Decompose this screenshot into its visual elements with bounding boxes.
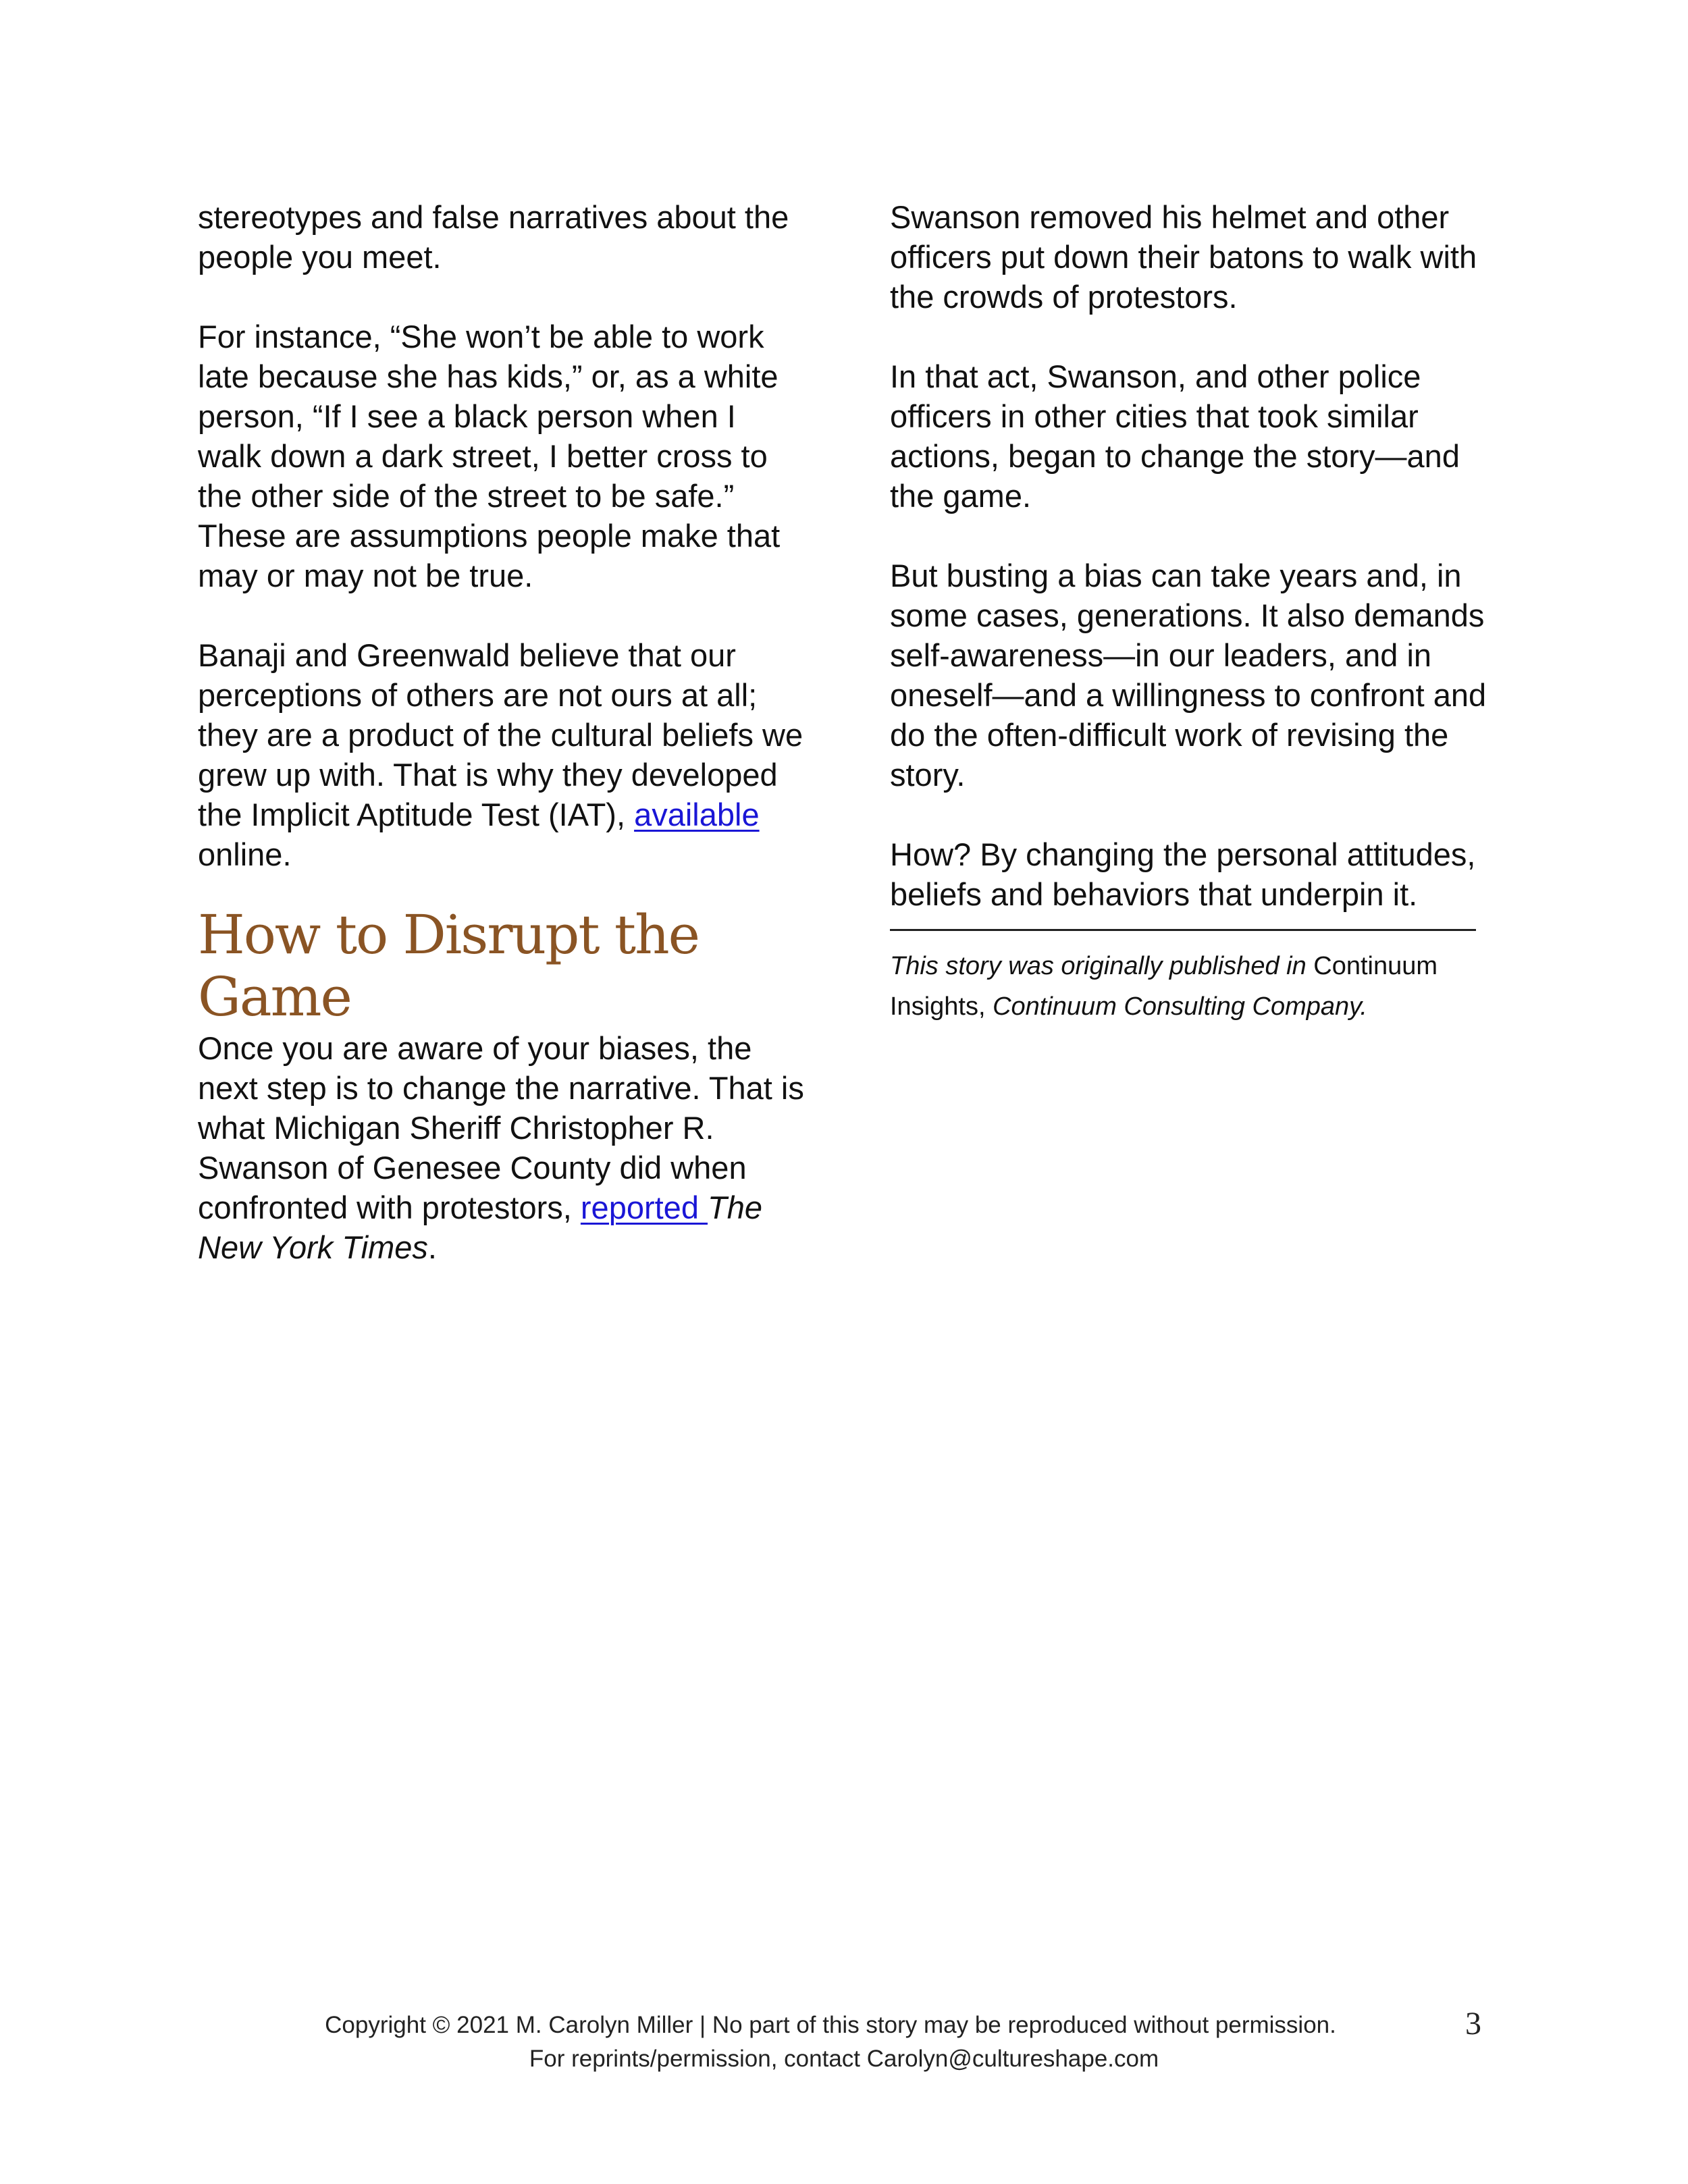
nyt-title: The New York Times (198, 1190, 763, 1265)
paragraph-aware-text: Once you are aware of your biases, the next step is to change the narrative. That is what Michigan Sheriff Christopher R. Swanson of Genesee County did when confronted with protestors, (198, 1030, 804, 1225)
paragraph-aware (198, 1028, 806, 1267)
available-link[interactable]: available (634, 797, 760, 832)
publication-note-plain: Continuum Insights, (890, 952, 1438, 1021)
paragraph-for-instance: For instance, “She won’t be able to work late because she has kids,” or, as a white person, “If I see a black person when I walk down a dark street, I better cross to the other side of the street to be safe.” These are assumptions people make that may or may not be true. (198, 319, 781, 593)
reported-link[interactable]: reported (580, 1190, 708, 1225)
paragraph-how: How? By changing the personal attitudes, beliefs and behaviors that underpin it. (890, 836, 1476, 912)
publication-note-company: Continuum Consulting Company. (993, 992, 1367, 1021)
paragraph-busting-bias: But busting a bias can take years and, in some cases, generations. It also demands self-awareness—in our leaders, and in oneself—and a willingness to confront and do the often-difficult work of revising the story. (890, 558, 1487, 793)
left-column (198, 197, 806, 1267)
copyright-line: Copyright © 2021 M. Carolyn Miller | No part of this story may be reproduced without permission. (325, 2012, 1336, 2038)
publication-note-italic: This story was originally published in (890, 952, 1307, 980)
paragraph-that-act: In that act, Swanson, and other police officers in other cities that took similar actions, began to change the story—and the game. (890, 358, 1460, 514)
right-column (890, 197, 1504, 1027)
contact-line: For reprints/permission, contact Carolyn@cultureshape.com (529, 2046, 1159, 2072)
page-footer (0, 2008, 1688, 2076)
paragraph-banaji-end: online. (198, 836, 292, 872)
paragraph-banaji-text: Banaji and Greenwald believe that our perceptions of others are not ours at all; they are a product of the cultural beliefs we grew up with. That is why they developed the Implicit Aptitude Test (IAT), (198, 637, 803, 832)
publication-note (890, 946, 1504, 1027)
divider-rule (890, 929, 1476, 931)
paragraph-stereotypes: stereotypes and false narratives about the people you meet. (198, 199, 789, 275)
paragraph-banaji (198, 635, 806, 874)
paragraph-aware-end: . (427, 1229, 437, 1265)
paragraph-swanson: Swanson removed his helmet and other officers put down their batons to walk with the crowds of protestors. (890, 199, 1477, 315)
page-number: 3 (1465, 2006, 1481, 2042)
section-heading: How to Disrupt the Game (198, 903, 699, 1028)
